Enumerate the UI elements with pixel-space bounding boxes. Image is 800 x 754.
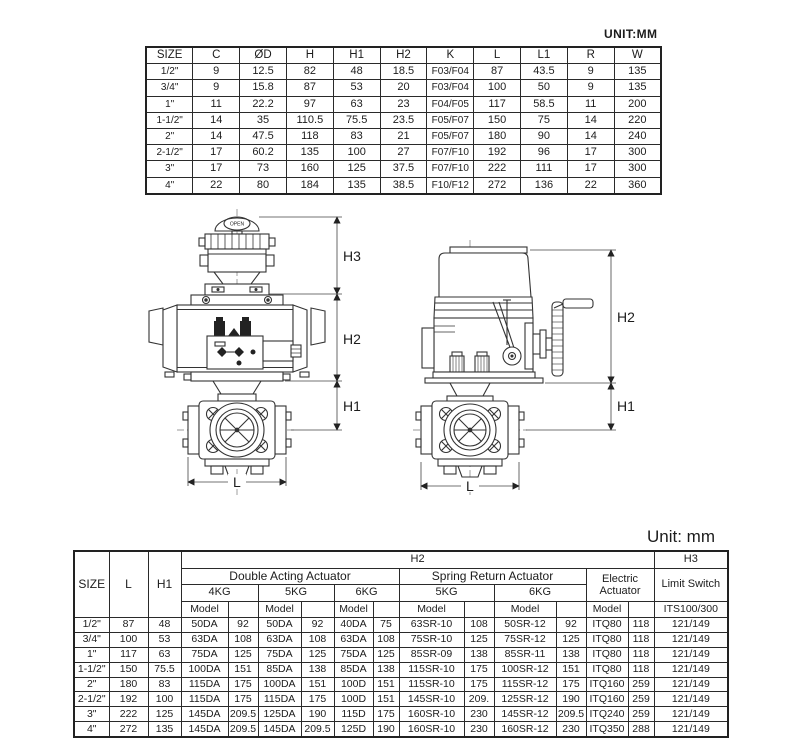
value-cell: 300 <box>614 145 661 161</box>
value-cell: 115DA <box>181 677 228 692</box>
valve-assembly-outline <box>416 247 593 477</box>
value-cell: 22 <box>193 177 240 194</box>
value-cell: 85SR-09 <box>399 647 464 662</box>
value-cell: 27 <box>380 145 427 161</box>
value-cell: 11 <box>567 96 614 112</box>
size-cell: 1/2" <box>74 618 109 633</box>
value-cell: 87 <box>286 80 333 96</box>
value-cell: ITQ160 <box>586 692 628 707</box>
value-cell: 145DA <box>181 707 228 722</box>
value-cell: 14 <box>567 128 614 144</box>
dimension-table-header-row <box>146 47 661 64</box>
col-header-electric-actuator: Electric Actuator <box>586 568 654 601</box>
column-header: L1 <box>521 47 568 64</box>
value-cell: F04/F05 <box>427 96 474 112</box>
value-cell: 121/149 <box>654 707 728 722</box>
col-header-blank <box>228 601 258 618</box>
dome-open-label: OPEN <box>229 221 245 228</box>
table-row <box>146 96 661 112</box>
value-cell: 160SR-10 <box>399 722 464 737</box>
col-header-model: Model <box>181 601 228 618</box>
value-cell: 272 <box>109 722 148 737</box>
value-cell: 259 <box>628 677 654 692</box>
value-cell: 175 <box>228 677 258 692</box>
dim-label-h2: H2 <box>617 309 635 325</box>
size-cell: 3" <box>146 161 193 177</box>
value-cell: 125 <box>301 647 334 662</box>
column-header: H2 <box>380 47 427 64</box>
col-header-model: Model <box>494 601 556 618</box>
value-cell: 75 <box>521 112 568 128</box>
value-cell: 121/149 <box>654 647 728 662</box>
dim-label-h2: H2 <box>343 331 361 347</box>
value-cell: 9 <box>567 64 614 80</box>
value-cell: 200 <box>614 96 661 112</box>
value-cell: 97 <box>286 96 333 112</box>
column-header: ØD <box>240 47 287 64</box>
col-header-blank <box>464 601 494 618</box>
table-row <box>74 707 728 722</box>
value-cell: 63DA <box>334 632 373 647</box>
value-cell: 117 <box>109 647 148 662</box>
size-cell: 2-1/2" <box>74 692 109 707</box>
value-cell: 117 <box>474 96 521 112</box>
value-cell: 145SR-10 <box>399 692 464 707</box>
value-cell: 240 <box>614 128 661 144</box>
value-cell: 175 <box>301 692 334 707</box>
dim-label-h1: H1 <box>343 398 361 414</box>
value-cell: 50SR-12 <box>494 618 556 633</box>
value-cell: 14 <box>567 112 614 128</box>
value-cell: ITQ80 <box>586 662 628 677</box>
value-cell: 259 <box>628 707 654 722</box>
value-cell: 121/149 <box>654 618 728 633</box>
value-cell: 125D <box>334 722 373 737</box>
value-cell: 17 <box>193 161 240 177</box>
value-cell: 22 <box>567 177 614 194</box>
value-cell: 75.5 <box>333 112 380 128</box>
value-cell: 18.5 <box>380 64 427 80</box>
value-cell: 12.5 <box>240 64 287 80</box>
header-row-1 <box>74 551 728 568</box>
value-cell: F10/F12 <box>427 177 474 194</box>
dim-label-l: L <box>233 474 241 490</box>
value-cell: 190 <box>556 692 586 707</box>
value-cell: 175 <box>464 662 494 677</box>
size-cell: 1" <box>146 96 193 112</box>
size-cell: 3/4" <box>74 632 109 647</box>
value-cell: 75.5 <box>148 662 181 677</box>
value-cell: 22.2 <box>240 96 287 112</box>
column-header: W <box>614 47 661 64</box>
value-cell: 118 <box>628 662 654 677</box>
col-header-4kg: 4KG <box>181 585 258 602</box>
table-row <box>74 632 728 647</box>
value-cell: 222 <box>109 707 148 722</box>
value-cell: 100SR-12 <box>494 662 556 677</box>
value-cell: 100 <box>474 80 521 96</box>
value-cell: 48 <box>148 618 181 633</box>
column-header: R <box>567 47 614 64</box>
value-cell: 151 <box>301 677 334 692</box>
table-row <box>146 128 661 144</box>
value-cell: 100D <box>334 692 373 707</box>
unit-label-top: UNIT:MM <box>604 27 658 41</box>
column-header: H <box>286 47 333 64</box>
value-cell: 121/149 <box>654 632 728 647</box>
value-cell: 121/149 <box>654 677 728 692</box>
value-cell: 80 <box>240 177 287 194</box>
value-cell: 138 <box>301 662 334 677</box>
value-cell: ITQ80 <box>586 647 628 662</box>
dim-label-h3: H3 <box>343 248 361 264</box>
value-cell: 125 <box>333 161 380 177</box>
value-cell: 138 <box>373 662 399 677</box>
size-cell: 2" <box>146 128 193 144</box>
value-cell: 85DA <box>334 662 373 677</box>
col-header-blank <box>628 601 654 618</box>
value-cell: 100DA <box>181 662 228 677</box>
value-cell: 115SR-12 <box>494 677 556 692</box>
col-header-blank <box>301 601 334 618</box>
column-header: SIZE <box>146 47 193 64</box>
col-header-blank <box>556 601 586 618</box>
value-cell: 100 <box>333 145 380 161</box>
dimension-table <box>145 46 662 195</box>
col-header-double-acting: Double Acting Actuator <box>181 568 399 585</box>
table-row <box>74 677 728 692</box>
value-cell: 135 <box>148 722 181 737</box>
value-cell: 82 <box>286 64 333 80</box>
value-cell: 151 <box>228 662 258 677</box>
size-cell: 1-1/2" <box>74 662 109 677</box>
valve-assembly-outline <box>149 217 325 477</box>
col-header-model: Model <box>258 601 301 618</box>
col-header-model: Model <box>334 601 373 618</box>
value-cell: 150 <box>109 662 148 677</box>
value-cell: 118 <box>628 632 654 647</box>
value-cell: 230 <box>556 722 586 737</box>
value-cell: 108 <box>228 632 258 647</box>
value-cell: 175 <box>464 677 494 692</box>
value-cell: 15.8 <box>240 80 287 96</box>
value-cell: 23 <box>380 96 427 112</box>
value-cell: 135 <box>333 177 380 194</box>
size-cell: 1/2" <box>146 64 193 80</box>
value-cell: 175 <box>373 707 399 722</box>
value-cell: 11 <box>193 96 240 112</box>
value-cell: 115DA <box>181 692 228 707</box>
value-cell: 50 <box>521 80 568 96</box>
value-cell: 190 <box>301 707 334 722</box>
table-row <box>146 80 661 96</box>
col-header-sr-5kg: 5KG <box>399 585 494 602</box>
value-cell: ITQ80 <box>586 632 628 647</box>
value-cell: 230 <box>464 722 494 737</box>
value-cell: 175 <box>556 677 586 692</box>
size-cell: 1" <box>74 647 109 662</box>
value-cell: 63DA <box>258 632 301 647</box>
value-cell: 136 <box>521 177 568 194</box>
value-cell: 108 <box>464 618 494 633</box>
value-cell: 118 <box>628 647 654 662</box>
value-cell: 63SR-10 <box>399 618 464 633</box>
value-cell: 108 <box>373 632 399 647</box>
col-header-model: Model <box>586 601 628 618</box>
table-row <box>74 722 728 737</box>
size-cell: 2-1/2" <box>146 145 193 161</box>
value-cell: 118 <box>286 128 333 144</box>
col-header-h3: H3 <box>654 551 728 568</box>
value-cell: 92 <box>301 618 334 633</box>
value-cell: 160SR-10 <box>399 707 464 722</box>
value-cell: ITQ160 <box>586 677 628 692</box>
value-cell: 125 <box>373 647 399 662</box>
table-row <box>146 145 661 161</box>
value-cell: 100D <box>334 677 373 692</box>
value-cell: 23.5 <box>380 112 427 128</box>
value-cell: 220 <box>614 112 661 128</box>
value-cell: 175 <box>228 692 258 707</box>
table-row <box>74 618 728 633</box>
value-cell: ITQ350 <box>586 722 628 737</box>
value-cell: F07/F10 <box>427 161 474 177</box>
column-header: L <box>474 47 521 64</box>
column-header: C <box>193 47 240 64</box>
value-cell: 35 <box>240 112 287 128</box>
value-cell: 9 <box>193 80 240 96</box>
table-row <box>74 662 728 677</box>
value-cell: 9 <box>193 64 240 80</box>
value-cell: 17 <box>567 145 614 161</box>
table-row <box>146 112 661 128</box>
value-cell: F03/F04 <box>427 64 474 80</box>
value-cell: 160SR-12 <box>494 722 556 737</box>
value-cell: 151 <box>373 692 399 707</box>
actuator-table <box>73 550 729 738</box>
value-cell: 9 <box>567 80 614 96</box>
size-cell: 3/4" <box>146 80 193 96</box>
col-header-5kg: 5KG <box>258 585 334 602</box>
value-cell: 14 <box>193 112 240 128</box>
value-cell: 145DA <box>181 722 228 737</box>
value-cell: 108 <box>301 632 334 647</box>
value-cell: 37.5 <box>380 161 427 177</box>
value-cell: 125DA <box>258 707 301 722</box>
value-cell: 100 <box>109 632 148 647</box>
value-cell: 135 <box>614 80 661 96</box>
value-cell: 17 <box>193 145 240 161</box>
value-cell: 272 <box>474 177 521 194</box>
value-cell: 60.2 <box>240 145 287 161</box>
value-cell: 40DA <box>334 618 373 633</box>
value-cell: 151 <box>373 677 399 692</box>
value-cell: 222 <box>474 161 521 177</box>
value-cell: 125 <box>464 632 494 647</box>
value-cell: 50DA <box>258 618 301 633</box>
value-cell: 100DA <box>258 677 301 692</box>
value-cell: ITQ80 <box>586 618 628 633</box>
value-cell: 53 <box>148 632 181 647</box>
value-cell: 184 <box>286 177 333 194</box>
value-cell: 43.5 <box>521 64 568 80</box>
value-cell: 87 <box>474 64 521 80</box>
value-cell: 85SR-11 <box>494 647 556 662</box>
value-cell: 151 <box>556 662 586 677</box>
column-header: K <box>427 47 474 64</box>
value-cell: 190 <box>373 722 399 737</box>
value-cell: 209.5 <box>228 722 258 737</box>
value-cell: 150 <box>474 112 521 128</box>
value-cell: 209.5 <box>229 707 257 720</box>
pneumatic-actuator-valve-drawing <box>115 205 365 500</box>
value-cell: 115DA <box>258 692 301 707</box>
value-cell: 63 <box>148 647 181 662</box>
value-cell: 58.5 <box>521 96 568 112</box>
value-cell: 360 <box>614 177 661 194</box>
value-cell: 135 <box>286 145 333 161</box>
value-cell: F03/F04 <box>427 80 474 96</box>
value-cell: ITQ240 <box>586 707 628 722</box>
value-cell: 138 <box>556 647 586 662</box>
value-cell: 47.5 <box>240 128 287 144</box>
value-cell: 209.5 <box>301 722 334 737</box>
value-cell: 288 <box>628 722 654 737</box>
size-cell: 2" <box>74 677 109 692</box>
col-header-spring-return: Spring Return Actuator <box>399 568 586 585</box>
dim-label-l: L <box>466 478 474 494</box>
value-cell: 53 <box>333 80 380 96</box>
value-cell: 180 <box>109 677 148 692</box>
electric-actuator-valve-drawing <box>395 210 635 500</box>
value-cell: 17 <box>567 161 614 177</box>
table-row <box>74 692 728 707</box>
table-row <box>146 161 661 177</box>
value-cell: 87 <box>109 618 148 633</box>
value-cell: 92 <box>228 618 258 633</box>
col-header-l: L <box>109 551 148 618</box>
value-cell: 75DA <box>181 647 228 662</box>
value-cell: 75SR-12 <box>494 632 556 647</box>
size-cell: 4" <box>74 722 109 737</box>
value-cell: 121/149 <box>654 692 728 707</box>
value-cell: 85DA <box>258 662 301 677</box>
value-cell: 92 <box>556 618 586 633</box>
value-cell: 125SR-12 <box>494 692 556 707</box>
col-header-blank <box>373 601 399 618</box>
value-cell: 38.5 <box>380 177 427 194</box>
value-cell: 135 <box>614 64 661 80</box>
col-header-sr-6kg: 6KG <box>494 585 586 602</box>
size-cell: 3" <box>74 707 109 722</box>
size-cell: 4" <box>146 177 193 194</box>
value-cell: 300 <box>614 161 661 177</box>
value-cell: 14 <box>193 128 240 144</box>
value-cell: 138 <box>464 647 494 662</box>
col-header-size: SIZE <box>74 551 109 618</box>
value-cell: 115SR-10 <box>399 662 464 677</box>
value-cell: F07/F10 <box>427 145 474 161</box>
table-row <box>146 64 661 80</box>
value-cell: 63 <box>333 96 380 112</box>
value-cell: 83 <box>333 128 380 144</box>
value-cell: 121/149 <box>654 722 728 737</box>
value-cell: 111 <box>521 161 568 177</box>
value-cell: 73 <box>240 161 287 177</box>
col-header-h1: H1 <box>148 551 181 618</box>
value-cell: 75SR-10 <box>399 632 464 647</box>
value-cell: 230 <box>464 707 494 722</box>
col-header-model: Model <box>399 601 464 618</box>
value-cell: 115D <box>334 707 373 722</box>
value-cell: 145DA <box>258 722 301 737</box>
value-cell: 96 <box>521 145 568 161</box>
value-cell: 20 <box>380 80 427 96</box>
value-cell: 118 <box>628 618 654 633</box>
value-cell: 192 <box>474 145 521 161</box>
value-cell: F05/F07 <box>427 128 474 144</box>
col-header-6kg: 6KG <box>334 585 399 602</box>
value-cell: 125 <box>148 707 181 722</box>
table-row <box>74 647 728 662</box>
col-header-h2: H2 <box>181 551 654 568</box>
value-cell: 209.5 <box>557 707 585 720</box>
value-cell: 21 <box>380 128 427 144</box>
value-cell: 63DA <box>181 632 228 647</box>
value-cell: 100 <box>148 692 181 707</box>
dim-label-h1: H1 <box>617 398 635 414</box>
value-cell: 90 <box>521 128 568 144</box>
value-cell: 209. <box>464 692 494 707</box>
value-cell: 125 <box>556 632 586 647</box>
value-cell: 50DA <box>181 618 228 633</box>
value-cell: 125 <box>228 647 258 662</box>
value-cell: 75 <box>373 618 399 633</box>
value-cell: 192 <box>109 692 148 707</box>
value-cell: 160 <box>286 161 333 177</box>
col-header-limit-switch: Limit Switch <box>654 568 728 601</box>
value-cell: 110.5 <box>286 112 333 128</box>
value-cell: 75DA <box>258 647 301 662</box>
value-cell: 145SR-12 <box>494 707 556 722</box>
value-cell: 48 <box>333 64 380 80</box>
size-cell: 1-1/2" <box>146 112 193 128</box>
col-header-its: ITS100/300 <box>654 601 728 618</box>
value-cell: 83 <box>148 677 181 692</box>
table-row <box>146 177 661 194</box>
value-cell: 259 <box>628 692 654 707</box>
value-cell: F05/F07 <box>427 112 474 128</box>
value-cell: 75DA <box>334 647 373 662</box>
column-header: H1 <box>333 47 380 64</box>
value-cell: 180 <box>474 128 521 144</box>
value-cell: 121/149 <box>654 662 728 677</box>
unit-label-bottom: Unit: mm <box>647 527 715 546</box>
value-cell: 115SR-10 <box>399 677 464 692</box>
